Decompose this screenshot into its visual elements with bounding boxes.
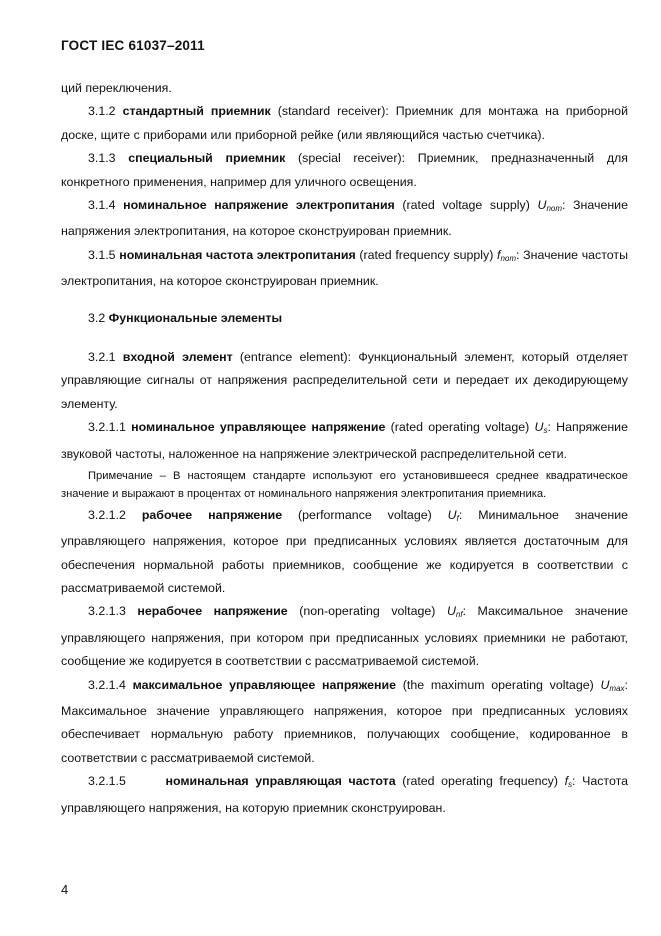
clause-number: 3.1.2 <box>88 104 123 119</box>
document-body <box>61 77 628 820</box>
clause-english: (non-operating voltage) <box>287 604 447 619</box>
symbol: U <box>447 507 457 522</box>
symbol-subscript: max <box>609 683 625 693</box>
clause-number: 3.2.1.2 <box>88 507 142 522</box>
clause-term: нерабочее напряжение <box>137 604 288 619</box>
clause-english: (rated operating frequency) <box>395 774 565 789</box>
clause-english: (rated frequency supply) <box>355 247 498 262</box>
symbol-subscript: s <box>568 780 573 790</box>
clause-text: : Частота управляющего напряжения, на которую приемник сконструирован. <box>61 774 628 815</box>
clause-text: : Напряжение звуковой частоты, наложенное на напряжение электрической распределительной сети. <box>61 420 628 461</box>
symbol: U <box>537 198 547 213</box>
symbol-subscript: s <box>543 426 548 436</box>
clause-3-2-1-4 <box>61 674 628 771</box>
clause-3-2-1-2 <box>61 504 628 601</box>
symbol-subscript: nom <box>500 253 517 263</box>
clause-text: : Максимальное значение управляющего напряжения, которое при предписанных условиях обеспечивает нормальную работу приемников, получающих сообщение, кодированное в соответствии с рассматриваемой системой. <box>61 677 628 765</box>
document-header: ГОСТ IEC 61037–2011 <box>61 38 205 53</box>
clause-english: (the maximum operating voltage) <box>396 677 601 692</box>
clause-text: (entrance element): Функциональный элемент, который отделяет управляющие сигналы от напряжения распределительной сети и передает их декодирующему элементу. <box>61 350 628 411</box>
section-title: Функциональные элементы <box>108 310 283 325</box>
clause-term: номинальное управляющее напряжение <box>131 420 386 435</box>
symbol: f <box>497 247 501 262</box>
clause-3-1-3 <box>61 147 628 194</box>
clause-3-2-1-1 <box>61 416 628 466</box>
clause-text: : Минимальное значение управляющего напряжения, которое при предписанных условиях является достаточным для обеспечения нормальной работы приемников, сообщение же кодируется в соответствии с рассматриваемой системой. <box>61 507 629 595</box>
clause-term: рабочее напряжение <box>141 507 283 522</box>
clause-english: (rated voltage supply) <box>394 198 538 213</box>
clause-english: (performance voltage) <box>282 507 448 522</box>
page-number: 4 <box>61 882 69 897</box>
clause-3-1-4 <box>61 194 628 244</box>
symbol-subscript: f <box>456 513 459 523</box>
symbol-subscript: nom <box>546 204 562 214</box>
note: Примечание – В настоящем стандарте используют его установившееся среднее квадратическое значение и выражают в процентах от номинального напряжения электропитания приемника. <box>61 470 628 501</box>
clause-number: 3.1.4 <box>88 198 124 213</box>
clause-3-2-1-3 <box>61 600 628 673</box>
symbol-subscript: nf <box>455 610 463 620</box>
clause-term: номинальная частота электропитания <box>119 247 356 262</box>
clause-text: : Значение напряжения электропитания, на которое сконструирован приемник. <box>61 198 628 239</box>
clause-number: 3.1.3 <box>88 151 129 166</box>
clause-text: : Максимальное значение управляющего напряжения, при котором при предписанных условиях приемники не работают, сообщение же кодируется в соответствии с рассматриваемой системой. <box>61 604 628 669</box>
clause-term: максимальное управляющее напряжение <box>132 677 397 692</box>
clause-term: стандартный приемник <box>122 104 271 119</box>
clause-text: (standard receiver): Приемник для монтажа на приборной доске, щите с приборами или приборной рейке (или являющийся частью счетчика). <box>61 104 628 142</box>
paragraph-continuation: ций переключения. <box>61 81 172 95</box>
clause-number: 3.1.5 <box>88 247 120 262</box>
symbol: U <box>446 604 456 619</box>
symbol: U <box>534 420 544 435</box>
clause-number: 3.2.1 <box>88 350 123 365</box>
clause-text: : Значение частоты электропитания, на которое сконструирован приемник. <box>61 247 628 289</box>
clause-term: номинальная управляющая частота <box>165 774 396 789</box>
symbol: f <box>564 774 569 789</box>
section-heading-3-2 <box>61 307 628 330</box>
clause-number: 3.2.1.5 <box>88 774 166 789</box>
clause-text: (special receiver): Приемник, предназначенный для конкретного применения, например для уличного освещения. <box>61 151 628 189</box>
symbol: U <box>600 677 610 692</box>
clause-3-2-1-5 <box>61 770 628 820</box>
clause-number: 3.2.1.3 <box>88 604 138 619</box>
clause-term: входной элемент <box>122 350 233 365</box>
section-number: 3.2 <box>88 310 109 325</box>
clause-3-1-2 <box>61 100 628 147</box>
clause-3-2-1 <box>61 346 628 416</box>
clause-3-1-5 <box>61 244 628 294</box>
clause-term: номинальное напряжение электропитания <box>123 198 395 213</box>
clause-number: 3.2.1.4 <box>88 677 133 692</box>
clause-number: 3.2.1.1 <box>88 420 132 435</box>
clause-english: (rated operating voltage) <box>385 420 535 435</box>
clause-term: специальный приемник <box>128 151 286 166</box>
